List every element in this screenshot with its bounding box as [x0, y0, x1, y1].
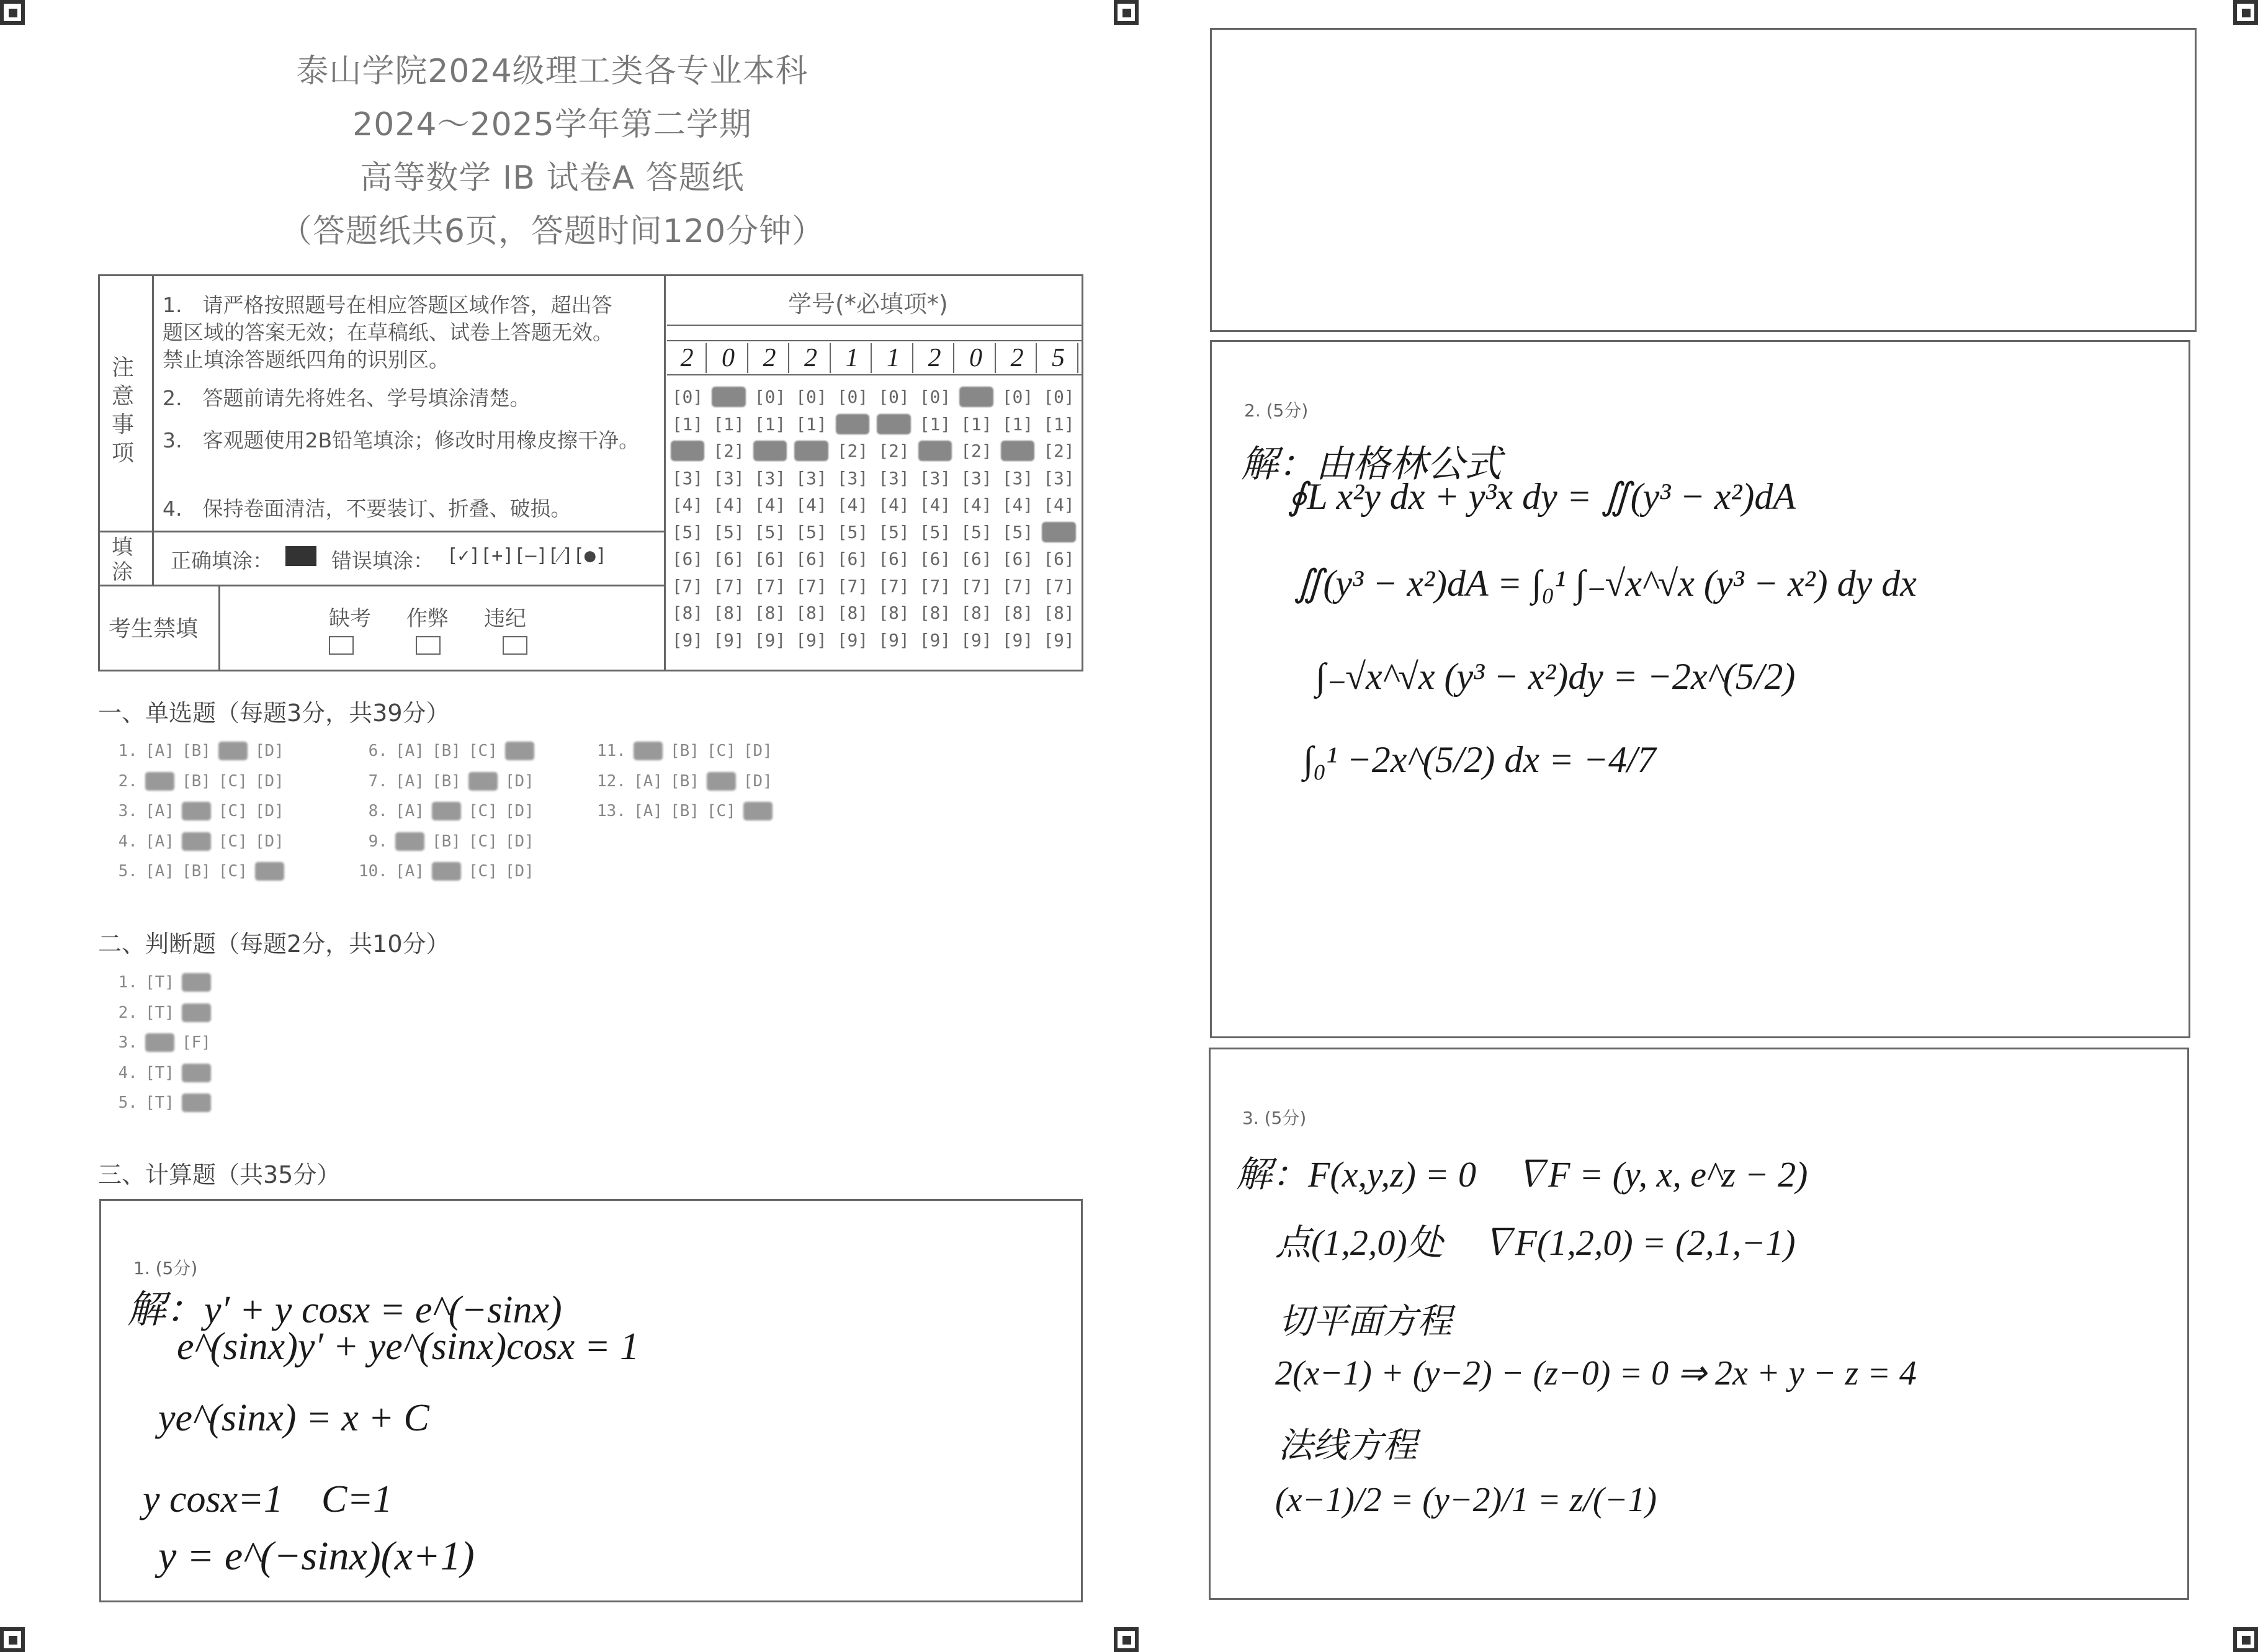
student-id-bubble[interactable]: [0] [713, 387, 745, 407]
single-choice-row [359, 862, 542, 881]
choice-option-b[interactable]: [B] [431, 771, 461, 791]
question-number: 10. [359, 862, 388, 881]
student-id-bubble[interactable]: [3] [961, 467, 992, 488]
question-number: 2. [109, 1003, 138, 1022]
section1-title: 一、单选题（每题3分，共39分） [98, 699, 450, 727]
student-id-bubble[interactable]: [3] [671, 467, 704, 488]
student-id-bubble[interactable]: [7] [754, 575, 786, 596]
student-id-bubble[interactable]: [9] [754, 629, 786, 650]
choice-option-d[interactable]: [D] [254, 771, 284, 791]
student-id-digit: 2 [668, 343, 707, 373]
question-number: 1. [109, 973, 138, 992]
q2-line-2: ∮L x²y dx + y³x dy = ∬(y³ − x²)dA [1288, 476, 1796, 517]
student-id-digit: 5 [1040, 343, 1078, 373]
q3-line-3: 切平面方程 [1278, 1303, 1452, 1341]
choice-option-b[interactable]: [B] [181, 832, 211, 851]
notice-item-4: 4. 保持卷面清洁，不要装订、折叠、破损。 [163, 496, 571, 521]
question-number: 4. [109, 832, 138, 851]
student-id-bubble[interactable]: [4] [754, 495, 786, 515]
student-id-digit: 2 [792, 343, 831, 373]
tf-option-t[interactable]: [T] [145, 1093, 174, 1112]
choice-option-a[interactable]: [A] [395, 832, 424, 851]
choice-option-b[interactable]: [B] [670, 742, 699, 760]
q3-line-1: 解：F(x,y,z) = 0 ∇F = (y, x, e^z − 2) [1236, 1154, 1808, 1195]
student-id-bubble[interactable]: [5] [713, 521, 745, 542]
student-id-bubble[interactable]: [9] [671, 629, 704, 650]
student-id-bubble[interactable]: [5] [919, 521, 951, 542]
violation-checkbox[interactable] [503, 636, 527, 655]
choice-option-d[interactable]: [D] [254, 802, 284, 820]
student-id-bubble[interactable]: [3] [878, 467, 910, 488]
tf-option-t[interactable]: [T] [145, 973, 174, 992]
student-id-bubble[interactable]: [4] [961, 495, 992, 515]
student-id-bubble[interactable]: [4] [795, 495, 827, 515]
student-id-bubble[interactable]: [0] [671, 387, 704, 407]
choice-option-a[interactable]: [A] [633, 771, 663, 791]
choice-option-c[interactable]: [C] [468, 832, 498, 851]
choice-option-a[interactable]: [A] [145, 832, 174, 851]
section2-title: 二、判断题（每题2分，共10分） [98, 930, 450, 958]
single-choice-row [109, 742, 292, 760]
correct-fill-label: 正确填涂： [171, 549, 273, 573]
q2-line-3: ∬(y³ − x²)dA = ∫₀¹ ∫₋√x^√x (y³ − x²) dy dx [1294, 563, 1917, 604]
choice-option-d[interactable]: [D] [254, 862, 284, 881]
q1-score: 1. (5分) [133, 1258, 198, 1278]
student-id-bubble[interactable]: [2] [671, 441, 704, 461]
choice-option-c[interactable]: [C] [706, 802, 736, 820]
tf-option-t[interactable]: [T] [145, 1003, 174, 1022]
question-number: 13. [597, 802, 626, 820]
student-id-column [875, 384, 913, 653]
student-id-bubble[interactable]: [0] [795, 387, 827, 407]
choice-option-a[interactable]: [A] [633, 802, 663, 820]
student-id-rule3 [667, 374, 1082, 375]
student-id-bubble[interactable]: [8] [713, 603, 745, 623]
student-id-digit: 2 [751, 343, 789, 373]
single-choice-row [109, 772, 292, 791]
student-id-bubble[interactable]: [7] [795, 575, 827, 596]
student-id-bubble[interactable]: [8] [671, 603, 704, 623]
student-id-bubble[interactable]: [8] [1001, 603, 1034, 623]
student-id-bubble[interactable]: [6] [878, 549, 910, 569]
choice-option-d[interactable]: [D] [504, 862, 534, 881]
student-id-bubble[interactable]: [5] [836, 521, 869, 542]
true-false-row [109, 1033, 218, 1052]
info-divider-v2 [664, 274, 666, 671]
choice-option-d[interactable]: [D] [254, 742, 284, 760]
q3-line-2: 点(1,2,0)处 ∇F(1,2,0) = (2,1,−1) [1275, 1223, 1796, 1263]
tf-option-t[interactable]: [T] [145, 1033, 174, 1052]
student-id-bubble[interactable]: [3] [795, 467, 827, 488]
student-id-bubble[interactable]: [3] [1001, 467, 1034, 488]
student-id-bubble[interactable]: [7] [919, 575, 951, 596]
choice-option-a[interactable]: [A] [395, 742, 424, 760]
single-choice-row [359, 832, 542, 851]
student-id-bubble[interactable]: [9] [836, 629, 869, 650]
q2-line-1: 解：由格林公式 [1241, 444, 1502, 485]
tf-option-f[interactable]: [F] [181, 1063, 211, 1082]
choice-option-c[interactable]: [C] [218, 832, 248, 851]
choice-option-c[interactable]: [C] [218, 742, 248, 760]
student-id-bubble[interactable]: [2] [1001, 441, 1034, 461]
student-id-bubble[interactable]: [8] [878, 603, 910, 623]
tf-option-f[interactable]: [F] [181, 1093, 211, 1112]
single-choice-row [109, 802, 292, 820]
student-id-bubble[interactable]: [2] [878, 441, 910, 461]
choice-option-d[interactable]: [D] [504, 742, 534, 760]
q2-line-5: ∫₀¹ −2x^(5/2) dx = −4/7 [1303, 739, 1656, 780]
student-id-bubble[interactable]: [8] [836, 603, 869, 623]
student-id-bubble[interactable]: [2] [795, 441, 827, 461]
student-id-bubble[interactable]: [8] [754, 603, 786, 623]
notice-item-3: 3. 客观题使用2B铅笔填涂；修改时用橡皮擦干净。 [163, 428, 640, 452]
student-id-bubble[interactable]: [7] [1001, 575, 1034, 596]
fill-label: 填涂 [112, 535, 133, 585]
student-id-bubble[interactable]: [0] [836, 387, 869, 407]
question-number: 7. [359, 771, 388, 791]
student-id-bubble[interactable]: [4] [1043, 495, 1075, 515]
student-id-bubble[interactable]: [7] [961, 575, 992, 596]
choice-option-b[interactable]: [B] [181, 802, 211, 820]
student-id-bubble[interactable]: [8] [919, 603, 951, 623]
question-number: 3. [109, 802, 138, 820]
student-id-bubble[interactable]: [4] [1001, 495, 1034, 515]
header-line-2: 2024～2025学年第二学期 [352, 106, 752, 143]
student-id-bubble[interactable]: [2] [836, 441, 869, 461]
student-id-bubble[interactable]: [9] [919, 629, 951, 650]
student-id-bubble[interactable]: [3] [919, 467, 951, 488]
info-divider-h2 [98, 585, 664, 586]
q3-line-6: (x−1)/2 = (y−2)/1 = z/(−1) [1275, 1481, 1657, 1519]
student-id-bubble[interactable]: [7] [878, 575, 910, 596]
student-id-bubble[interactable]: [1] [671, 413, 704, 434]
single-choice-row [597, 772, 780, 791]
q1-line-1: 解：y′ + y cosx = e^(−sinx) [127, 1289, 562, 1331]
student-id-bubble[interactable]: [1] [961, 413, 992, 434]
student-id-bubble[interactable]: [1] [795, 413, 827, 434]
choice-option-b[interactable]: [B] [181, 742, 211, 760]
question-number: 4. [109, 1063, 138, 1082]
student-id-bubble[interactable]: [5] [795, 521, 827, 542]
wrong-fill-label: 错误填涂： [331, 549, 434, 573]
student-id-bubble[interactable]: [1] [713, 413, 745, 434]
choice-option-a[interactable]: [A] [145, 802, 174, 820]
student-id-column [710, 384, 748, 653]
question-number: 5. [109, 862, 138, 881]
student-id-column [833, 384, 872, 653]
student-id-bubble[interactable]: [2] [713, 441, 745, 461]
student-id-bubble[interactable]: [1] [754, 413, 786, 434]
student-id-bubble[interactable]: [8] [795, 603, 827, 623]
student-id-digit: 2 [998, 343, 1037, 373]
notice-item-2: 2. 答题前请先将姓名、学号填涂清楚。 [163, 386, 531, 410]
student-id-bubble[interactable]: [1] [919, 413, 951, 434]
choice-option-b[interactable]: [B] [431, 832, 461, 851]
student-id-digit: 1 [833, 343, 872, 373]
student-id-bubble[interactable]: [5] [878, 521, 910, 542]
choice-option-b[interactable]: [B] [670, 771, 699, 791]
student-id-bubble[interactable]: [6] [1043, 549, 1075, 569]
q3-line-4: 2(x−1) + (y−2) − (z−0) = 0 ⇒ 2x + y − z = 4 [1275, 1354, 1917, 1393]
info-divider-v3 [218, 585, 220, 671]
student-id-bubble[interactable]: [9] [961, 629, 992, 650]
header-line-4: （答题纸共6页，答题时间120分钟） [279, 213, 825, 250]
student-id-bubble[interactable]: [3] [754, 467, 786, 488]
choice-option-d[interactable]: [D] [254, 832, 284, 851]
choice-option-d[interactable]: [D] [504, 832, 534, 851]
tf-option-f[interactable]: [F] [181, 1033, 211, 1052]
single-choice-row [597, 802, 780, 820]
cheat-checkbox[interactable] [416, 636, 441, 655]
correct-fill-sample [285, 546, 316, 566]
choice-option-b[interactable]: [B] [431, 862, 461, 881]
corner-mark-bottom-left [0, 1627, 25, 1652]
student-id-bubble[interactable]: [2] [1043, 441, 1075, 461]
question-number: 9. [359, 832, 388, 851]
student-id-bubble[interactable]: [0] [754, 387, 786, 407]
student-id-bubble[interactable]: [0] [878, 387, 910, 407]
single-choice-row [109, 832, 292, 851]
student-id-rule2 [667, 340, 1082, 341]
choice-option-a[interactable]: [A] [145, 862, 174, 881]
choice-option-d[interactable]: [D] [743, 742, 773, 760]
student-id-bubble[interactable]: [2] [754, 441, 786, 461]
true-false-row [109, 1003, 218, 1022]
student-id-bubble[interactable]: [6] [1001, 549, 1034, 569]
student-id-bubble[interactable]: [9] [878, 629, 910, 650]
choice-option-d[interactable]: [D] [504, 771, 534, 791]
student-id-bubble[interactable]: [5] [1043, 521, 1075, 542]
student-id-bubble[interactable]: [1] [1043, 413, 1075, 434]
choice-option-a[interactable]: [A] [395, 802, 424, 820]
student-id-bubble[interactable]: [4] [878, 495, 910, 515]
choice-option-a[interactable]: [A] [395, 771, 424, 791]
student-id-bubble[interactable]: [0] [1001, 387, 1034, 407]
single-choice-row [597, 742, 780, 760]
student-id-bubble[interactable]: [6] [961, 549, 992, 569]
choice-option-b[interactable]: [B] [181, 771, 211, 791]
student-id-bubble[interactable]: [8] [961, 603, 992, 623]
student-id-bubble[interactable]: [7] [1043, 575, 1075, 596]
question-number: 3. [109, 1033, 138, 1052]
cheat-label: 作弊 [406, 606, 449, 631]
wrong-fill-samples: [✓][+][—][⁄][●] [447, 545, 607, 567]
student-id-bubble[interactable]: [7] [836, 575, 869, 596]
notice-label: 注意事项 [112, 355, 135, 466]
choice-option-c[interactable]: [C] [468, 771, 498, 791]
student-id-bubble[interactable]: [0] [961, 387, 992, 407]
q2-score: 2. (5分) [1244, 400, 1309, 421]
forbidden-label: 考生禁填 [109, 616, 199, 642]
q1-line-2: e^(sinx)y′ + ye^(sinx)cosx = 1 [177, 1326, 640, 1368]
choice-option-a[interactable]: [A] [145, 742, 174, 760]
info-divider-v1 [152, 274, 154, 585]
corner-mark-top-mid [1114, 0, 1139, 25]
student-id-bubble[interactable]: [3] [1043, 467, 1075, 488]
tf-option-f[interactable]: [F] [181, 1003, 211, 1022]
q3-score: 3. (5分) [1242, 1108, 1307, 1128]
student-id-column [957, 384, 996, 653]
student-id-digit: 0 [710, 343, 748, 373]
student-id-column [916, 384, 954, 653]
choice-option-c[interactable]: [C] [218, 862, 248, 881]
corner-mark-bottom-right [2233, 1627, 2258, 1652]
question-number: 1. [109, 742, 138, 760]
student-id-bubble[interactable]: [9] [1043, 629, 1075, 650]
choice-option-c[interactable]: [C] [706, 742, 736, 760]
q2-line-4: ∫₋√x^√x (y³ − x²)dy = −2x^(5/2) [1315, 656, 1796, 697]
student-id-bubble[interactable]: [2] [961, 441, 992, 461]
q1-line-3: ye^(sinx) = x + C [158, 1397, 429, 1439]
choice-option-d[interactable]: [D] [743, 802, 773, 820]
single-choice-row [109, 862, 292, 881]
absent-checkbox[interactable] [329, 636, 354, 655]
choice-option-c[interactable]: [C] [468, 862, 498, 881]
tf-option-t[interactable]: [T] [145, 1063, 174, 1082]
choice-option-d[interactable]: [D] [743, 771, 773, 791]
student-id-bubble[interactable]: [0] [1043, 387, 1075, 407]
choice-option-b[interactable]: [B] [431, 742, 461, 760]
choice-option-c[interactable]: [C] [706, 771, 736, 791]
student-id-column [792, 384, 831, 653]
tf-option-f[interactable]: [F] [181, 973, 211, 992]
violation-label: 违纪 [484, 606, 526, 631]
student-id-column [668, 384, 707, 653]
student-id-bubble[interactable]: [7] [713, 575, 745, 596]
q1-line-4: y cosx=1 C=1 [143, 1478, 393, 1520]
student-id-bubble[interactable]: [9] [1001, 629, 1034, 650]
choice-option-a[interactable]: [A] [395, 862, 424, 881]
q3-line-5: 法线方程 [1278, 1427, 1417, 1465]
student-id-bubble[interactable]: [8] [1043, 603, 1075, 623]
student-id-bubble[interactable]: [9] [795, 629, 827, 650]
student-id-column [998, 384, 1037, 653]
question-number: 12. [597, 771, 626, 791]
corner-mark-top-right [2233, 0, 2258, 25]
choice-option-b[interactable]: [B] [181, 862, 211, 881]
single-choice-row [359, 802, 542, 820]
student-id-bubble[interactable]: [4] [836, 495, 869, 515]
student-id-bubble[interactable]: [7] [671, 575, 704, 596]
choice-option-c[interactable]: [C] [218, 802, 248, 820]
student-id-bubble[interactable]: [6] [836, 549, 869, 569]
question-number: 2. [109, 771, 138, 791]
single-choice-row [359, 742, 542, 760]
student-id-bubble[interactable]: [0] [919, 387, 951, 407]
header-line-3: 高等数学 IB 试卷A 答题纸 [360, 159, 745, 197]
student-id-digit: 2 [916, 343, 954, 373]
choice-option-c[interactable]: [C] [468, 742, 498, 760]
choice-option-c[interactable]: [C] [218, 771, 248, 791]
notice-item-1: 1. 请严格按照题号在相应答题区域作答，超出答题区域的答案无效；在草稿纸、试卷上答题无效。禁止填涂答题纸四角的识别区。 [163, 293, 613, 372]
student-id-bubble[interactable]: [3] [713, 467, 745, 488]
question-number: 5. [109, 1093, 138, 1112]
header-line-1: 泰山学院2024级理工类各专业本科 [296, 53, 809, 90]
student-id-bubble[interactable]: [5] [754, 521, 786, 542]
student-id-column [1040, 384, 1078, 653]
choice-option-c[interactable]: [C] [468, 802, 498, 820]
student-id-bubble[interactable]: [3] [836, 467, 869, 488]
choice-option-d[interactable]: [D] [504, 802, 534, 820]
student-id-bubble[interactable]: [6] [713, 549, 745, 569]
student-id-bubble[interactable]: [4] [671, 495, 704, 515]
student-id-bubble[interactable]: [4] [919, 495, 951, 515]
student-id-digit: 0 [957, 343, 996, 373]
choice-option-b[interactable]: [B] [431, 802, 461, 820]
choice-option-a[interactable]: [A] [145, 771, 174, 791]
student-id-bubble[interactable]: [1] [1001, 413, 1034, 434]
student-id-bubble[interactable]: [6] [671, 549, 704, 569]
info-divider-h1 [98, 531, 664, 532]
student-id-bubble[interactable]: [5] [671, 521, 704, 542]
corner-mark-top-left [0, 0, 25, 25]
student-id-bubble[interactable]: [6] [754, 549, 786, 569]
student-id-digit: 1 [875, 343, 913, 373]
choice-option-a[interactable]: [A] [633, 742, 663, 760]
true-false-row [109, 1064, 218, 1082]
student-id-bubble[interactable]: [9] [713, 629, 745, 650]
question-number: 6. [359, 742, 388, 760]
question-number: 8. [359, 802, 388, 820]
student-id-bubble[interactable]: [5] [1001, 521, 1034, 542]
true-false-row [109, 1093, 218, 1112]
student-id-bubble[interactable]: [6] [919, 549, 951, 569]
single-choice-row [359, 772, 542, 791]
corner-mark-bottom-mid [1114, 1627, 1139, 1652]
student-id-bubble[interactable]: [2] [919, 441, 951, 461]
student-id-bubble[interactable]: [5] [961, 521, 992, 542]
q1-line-5: y = e^(−sinx)(x+1) [158, 1533, 475, 1579]
student-id-column [751, 384, 789, 653]
student-id-rule1 [667, 325, 1082, 326]
student-id-title: 学号(*必填项*) [788, 290, 948, 318]
student-id-bubble[interactable]: [1] [836, 413, 869, 434]
student-id-bubble[interactable]: [6] [795, 549, 827, 569]
answer-box-continuation [1210, 28, 2197, 332]
student-id-bubble[interactable]: [1] [878, 413, 910, 434]
section3-title: 三、计算题（共35分） [98, 1161, 341, 1188]
question-number: 11. [597, 742, 626, 760]
absent-label: 缺考 [329, 606, 371, 631]
choice-option-b[interactable]: [B] [670, 802, 699, 820]
true-false-row [109, 973, 218, 992]
student-id-bubble[interactable]: [4] [713, 495, 745, 515]
